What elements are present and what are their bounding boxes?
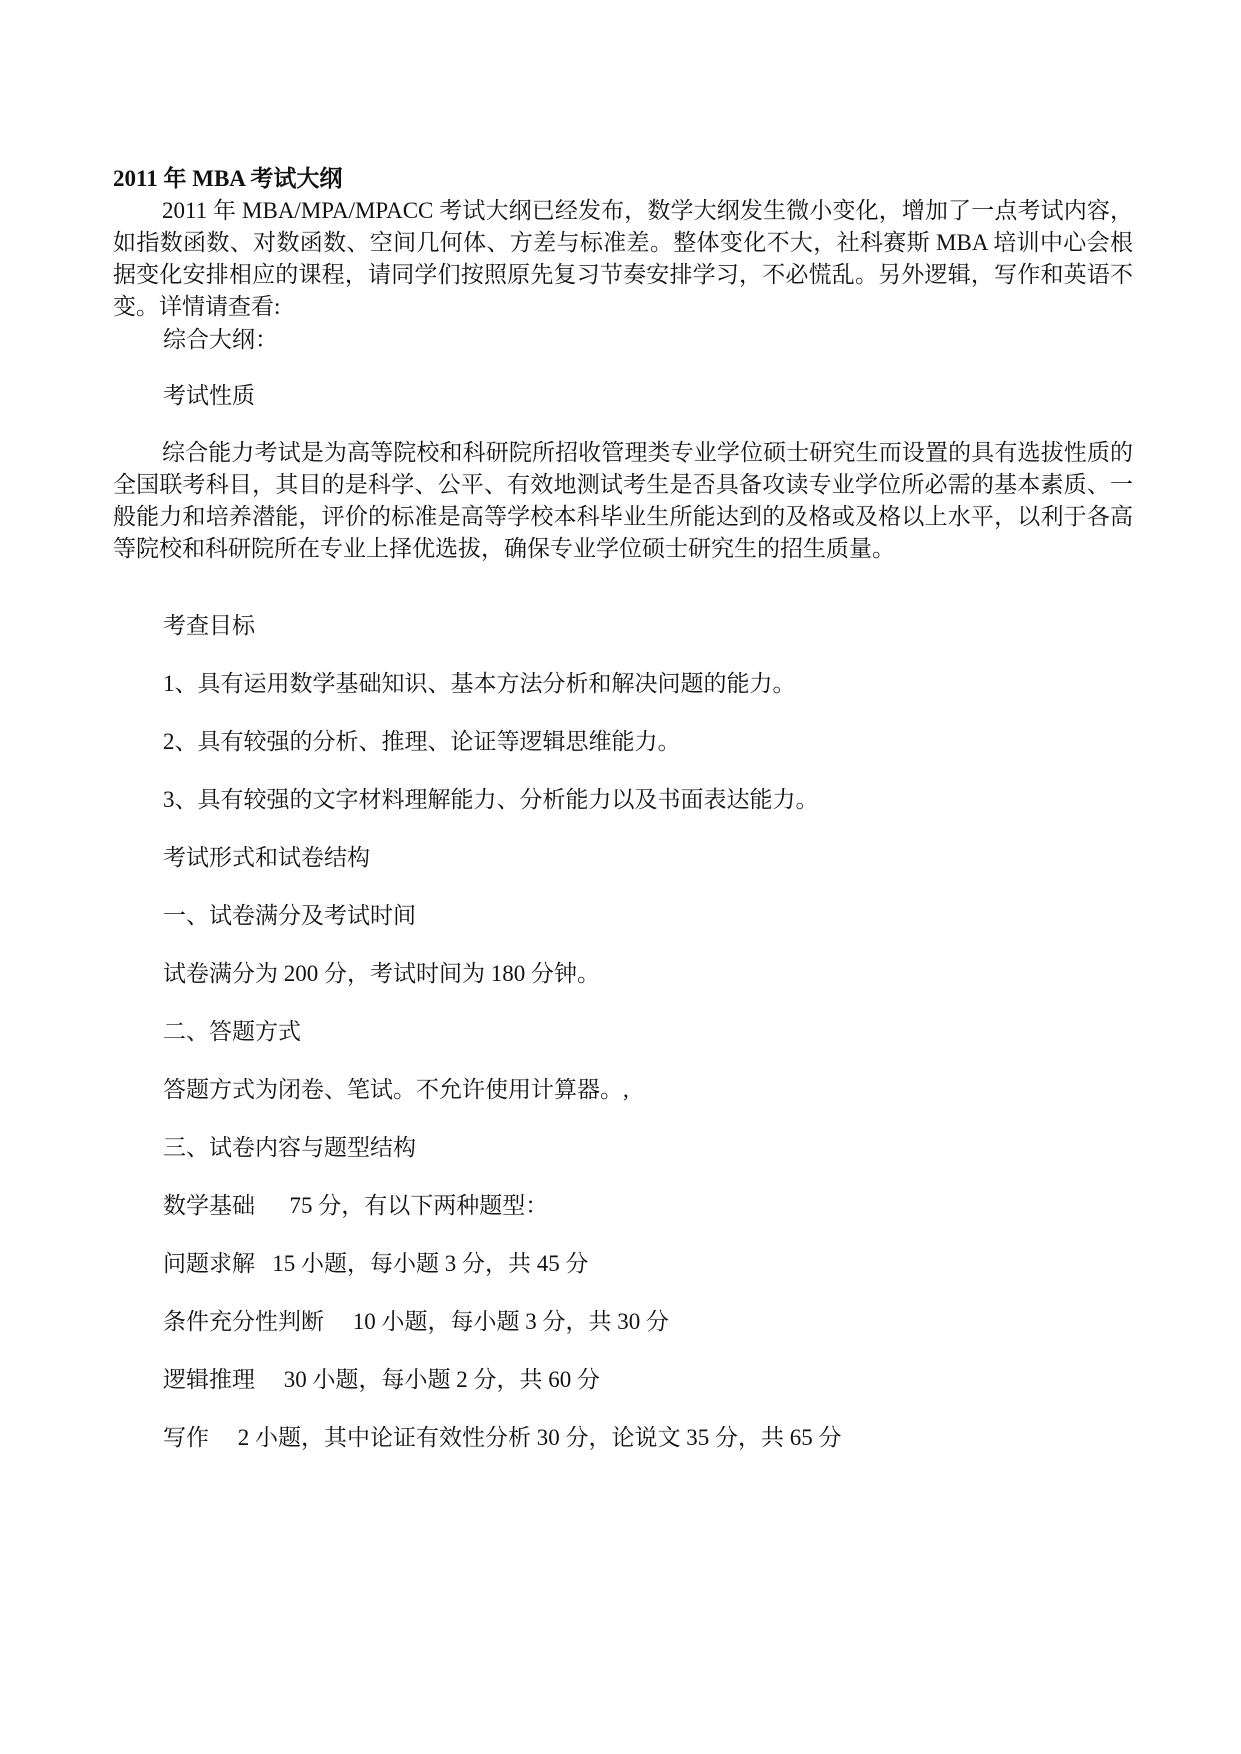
intro-paragraph: 2011 年 MBA/MPA/MPACC 考试大纲已经发布，数学大纲发生微小变化，增加了一点考试内容，如指数函数、对数函数、空间几何体、方差与标准差。整体变化不大，社科赛斯 MBA 培训中心会根据变化安排相应的课程，请同学们按照原先复习节奏安排学习，不必慌乱。另外逻辑，写作和英语不变。详情请查看:: [113, 198, 1133, 319]
part3-heading: 三、试卷内容与题型结构: [163, 1135, 416, 1160]
part1-heading: 一、试卷满分及考试时间: [163, 903, 416, 928]
goals-heading: 考查目标: [163, 613, 255, 638]
goal-item: 3、具有较强的文字材料理解能力、分析能力以及书面表达能力。: [163, 787, 819, 812]
problem-solving-line: 问题求解 15 小题，每小题 3 分，共 45 分: [163, 1251, 589, 1276]
sufficiency-line: 条件充分性判断 10 小题，每小题 3 分，共 30 分: [163, 1309, 669, 1334]
part2-text: 答题方式为闭卷、笔试。不允许使用计算器。,: [163, 1077, 629, 1102]
goal-item: 1、具有运用数学基础知识、基本方法分析和解决问题的能力。: [163, 671, 796, 696]
structure-heading: 考试形式和试卷结构: [163, 845, 370, 870]
math-line: 数学基础 75 分，有以下两种题型：: [163, 1193, 549, 1218]
section-label: 综合大纲：: [163, 327, 278, 352]
logic-line: 逻辑推理 30 小题，每小题 2 分，共 60 分: [163, 1367, 600, 1392]
part1-text: 试卷满分为 200 分，考试时间为 180 分钟。: [163, 961, 600, 986]
part2-heading: 二、答题方式: [163, 1019, 301, 1044]
nature-heading: 考试性质: [163, 383, 255, 408]
document-title: 2011 年 MBA 考试大纲: [113, 166, 343, 191]
writing-line: 写作 2 小题，其中论证有效性分析 30 分，论说文 35 分，共 65 分: [163, 1425, 842, 1450]
nature-paragraph: 综合能力考试是为高等院校和科研院所招收管理类专业学位硕士研究生而设置的具有选拔性质的全国联考科目，其目的是科学、公平、有效地测试考生是否具备攻读专业学位所必需的基本素质、一般能力和培养潜能，评价的标准是高等学校本科毕业生所能达到的及格或及格以上水平，以利于各高等院校和科研院所在专业上择优选拔，确保专业学位硕士研究生的招生质量。: [113, 440, 1133, 561]
goal-item: 2、具有较强的分析、推理、论证等逻辑思维能力。: [163, 729, 681, 754]
